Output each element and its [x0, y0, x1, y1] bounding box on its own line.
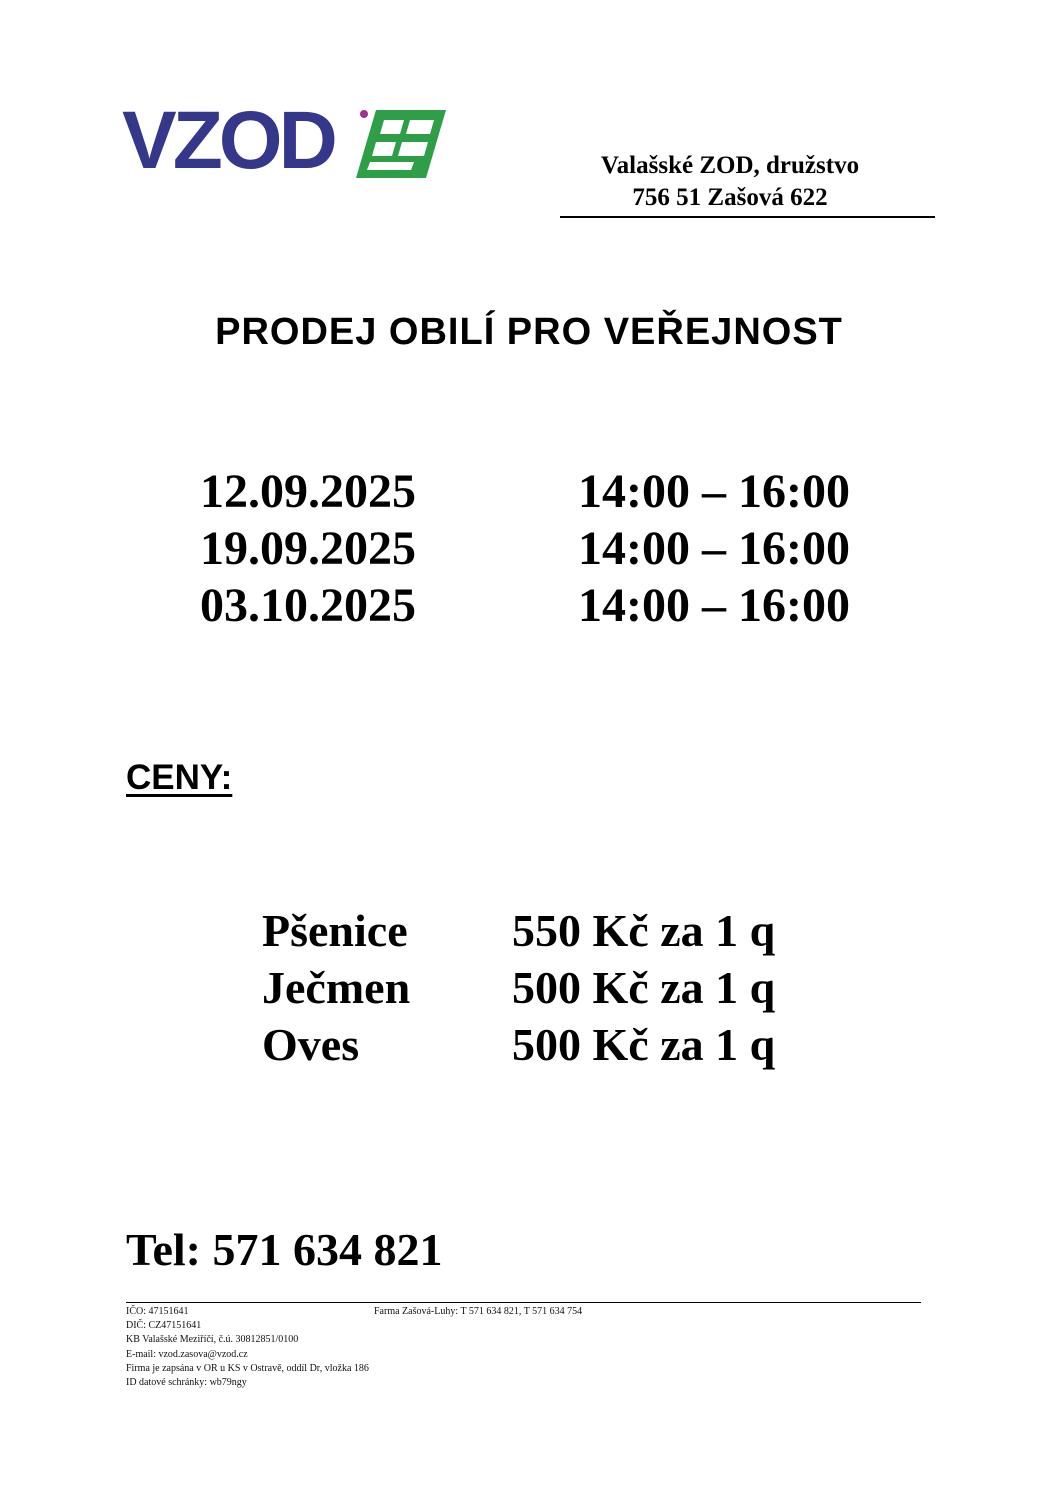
logo-text: VZOD [122, 95, 334, 186]
schedule-row [200, 520, 900, 578]
footer-ico: IČO: 47151641 [126, 1306, 189, 1317]
grain-name: Ječmen [262, 962, 411, 1013]
schedule-row [200, 463, 900, 521]
telephone: Tel: 571 634 821 [126, 1224, 443, 1275]
page-title: PRODEJ OBILÍ PRO VEŘEJNOST [215, 311, 843, 353]
schedule-row [200, 577, 900, 635]
price-row [262, 959, 902, 1017]
schedule-date: 03.10.2025 [200, 579, 416, 632]
footer-dic: DIČ: CZ47151641 [126, 1320, 202, 1332]
schedule-date: 12.09.2025 [200, 465, 416, 518]
footer-data-box: ID datové schránky: wb79ngy [126, 1377, 247, 1389]
company-header [560, 150, 900, 214]
company-logo [122, 95, 452, 186]
footer-farm-phones: Farma Zašová-Luhy: T 571 634 821, T 571 634 754 [374, 1306, 583, 1317]
schedule-date: 19.09.2025 [200, 522, 416, 575]
schedule-time: 14:00 – 16:00 [578, 579, 850, 632]
price-row [262, 1016, 902, 1074]
leaf-logo-icon [354, 108, 450, 180]
footer-registry: Firma je zapsána v OR u KS v Ostravě, oddíl Dr, vložka 186 [126, 1362, 369, 1374]
header-divider [560, 216, 935, 218]
footer-divider [126, 1302, 921, 1303]
prices-heading: CENY: [126, 758, 233, 797]
grain-name: Oves [262, 1019, 360, 1070]
grain-price: 500 Kč za 1 q [512, 962, 776, 1013]
grain-name: Pšenice [262, 905, 408, 956]
price-row [262, 902, 902, 960]
footer-email: E-mail: vzod.zasova@vzod.cz [126, 1348, 248, 1360]
footer-bank: KB Valašské Meziříčí, č.ú. 30812851/0100 [126, 1334, 299, 1346]
company-name: Valašské ZOD, družstvo [600, 152, 860, 179]
schedule-time: 14:00 – 16:00 [578, 522, 850, 575]
footer-info [126, 1305, 369, 1390]
schedule-time: 14:00 – 16:00 [578, 465, 850, 518]
grain-price: 500 Kč za 1 q [512, 1019, 776, 1070]
company-address: 756 51 Zašová 622 [632, 184, 828, 211]
grain-price: 550 Kč za 1 q [512, 905, 776, 956]
